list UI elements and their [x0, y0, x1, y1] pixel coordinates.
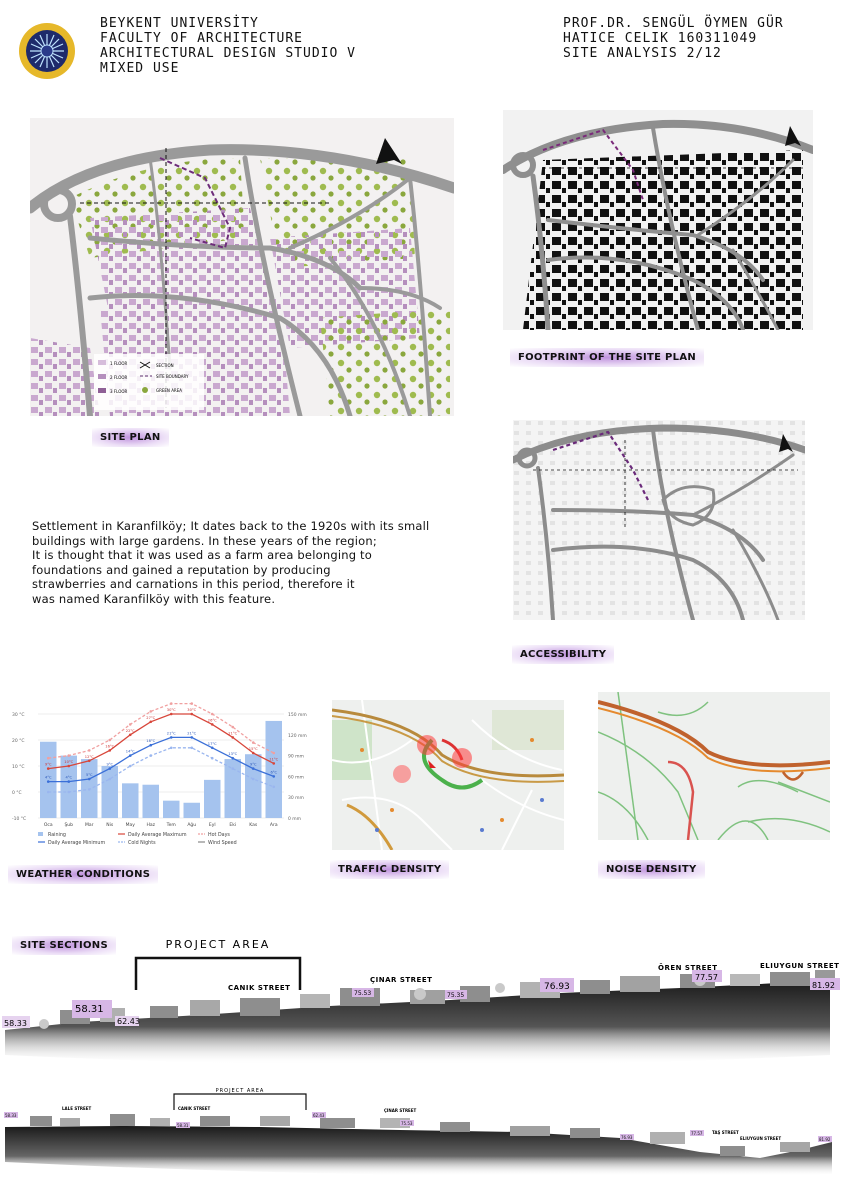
- elevation-label: 62.43: [117, 1017, 140, 1026]
- label-footprint: FOOTPRINT OF THE SITE PLAN: [510, 348, 704, 367]
- header-line-project: MIXED USE: [100, 61, 180, 76]
- section-large: [0, 930, 842, 1070]
- legend-section: SECTION: [156, 363, 174, 368]
- label-traffic: TRAFFIC DENSITY: [330, 860, 449, 879]
- legend-entry: Daily Average Maximum: [128, 833, 187, 838]
- max-temp-label: 27°C: [146, 715, 156, 720]
- header-line-faculty: FACULTY OF ARCHITECTURE: [100, 31, 304, 46]
- y-left-tick: -10 °C: [12, 817, 27, 822]
- min-temp-label: 13°C: [228, 752, 238, 757]
- header-left: [100, 16, 356, 76]
- min-temp-label: 6°C: [270, 770, 278, 775]
- noise-map: [598, 692, 830, 840]
- street-label: ÇINAR STREET: [370, 976, 433, 984]
- min-temp-label: 9°C: [106, 762, 114, 767]
- cold-nights-line-point: [67, 791, 70, 794]
- min-temp-label: 5°C: [85, 773, 93, 777]
- hot-days-line-point: [47, 757, 50, 760]
- x-tick: Mar: [85, 823, 94, 828]
- project-area-title-small: PROJECT AREA: [215, 1088, 265, 1094]
- accessibility-map: [513, 420, 805, 620]
- elevation-label: 76.93: [544, 982, 570, 992]
- legend-3-floor: 3 FLOOR: [110, 389, 128, 394]
- max-temp-label: 12°C: [84, 754, 94, 759]
- y-right-tick: 90 mm: [288, 754, 304, 760]
- cold-nights-line-point: [88, 788, 91, 791]
- elevation-label: 58.33: [4, 1019, 27, 1028]
- street-label: CANIK STREET: [228, 984, 291, 992]
- elevation-label: 75.35: [447, 992, 465, 999]
- y-right-tick: 60 mm: [288, 775, 304, 781]
- min-temp-label: 17°C: [207, 741, 217, 746]
- max-temp-label: 15°C: [248, 747, 258, 751]
- header-line-university: BEYKENT UNIVERSİTY: [100, 16, 259, 31]
- site-plan-map: [30, 118, 454, 416]
- max-temp-line-point: [88, 760, 91, 763]
- max-temp-line-point: [67, 765, 70, 768]
- header-right: [563, 16, 784, 61]
- legend-2-floor: 2 FLOOR: [110, 375, 128, 380]
- min-temp-line-point: [129, 754, 132, 757]
- label-site-plan: SITE PLAN: [92, 428, 169, 447]
- x-tick: Eyl: [208, 823, 216, 828]
- min-temp-line-point: [231, 757, 234, 760]
- min-temp-line-point: [170, 736, 173, 739]
- description-line: Settlement in Karanfilköy; It dates back to the 1920s with its small: [32, 519, 430, 533]
- max-temp-line-point: [252, 752, 255, 755]
- cold-nights-line-point: [211, 757, 214, 760]
- street-label: TAŞ STREET: [712, 1130, 739, 1135]
- max-temp-line-point: [231, 736, 234, 739]
- hot-days-line-point: [149, 710, 152, 713]
- max-temp-label: 30°C: [187, 708, 197, 712]
- cold-nights-line-point: [108, 778, 111, 781]
- street-label: ÖREN STREET: [658, 964, 718, 972]
- x-tick: Ara: [269, 823, 278, 828]
- cold-nights-line-point: [170, 747, 173, 750]
- elevation-label: 58.31: [177, 1123, 189, 1128]
- x-tick: Ağu: [187, 823, 197, 828]
- rain-bar: [204, 780, 221, 818]
- rain-bar: [40, 742, 57, 818]
- legend-entry: Hot Days: [208, 833, 230, 838]
- description-line: It is thought that it was used as a farm area belonging to: [32, 548, 373, 562]
- rain-bar: [122, 783, 139, 818]
- elevation-label: 77.57: [691, 1131, 703, 1136]
- y-left-tick: 0 °C: [12, 791, 22, 796]
- min-temp-line-point: [190, 736, 193, 739]
- elevation-label: 76.93: [621, 1135, 633, 1140]
- header-line-studio: ARCHITECTURAL DESIGN STUDIO V: [100, 46, 356, 61]
- x-tick: May: [125, 823, 135, 828]
- description-line: foundations and gained a reputation by producing: [32, 562, 331, 577]
- label-noise: NOISE DENSITY: [598, 860, 705, 879]
- cold-nights-line-point: [149, 754, 152, 757]
- hot-days-line: [48, 704, 274, 759]
- street-label: LALE STREET: [62, 1106, 92, 1111]
- max-temp-line-point: [170, 713, 173, 716]
- legend-entry: Raining: [48, 833, 66, 838]
- cold-nights-line-point: [47, 791, 50, 794]
- description-line: was named Karanfilköy with this feature.: [32, 591, 276, 606]
- x-tick: Eki: [229, 823, 237, 828]
- label-accessibility: ACCESSIBILITY: [512, 645, 614, 664]
- elevation-label: 58.31: [75, 1004, 104, 1015]
- hot-days-line-point: [108, 739, 111, 742]
- min-temp-line-point: [108, 767, 111, 770]
- weather-chart-svg: [8, 700, 312, 858]
- min-temp-label: 18°C: [146, 739, 156, 744]
- min-temp-line-point: [47, 780, 50, 783]
- max-temp-label: 30°C: [166, 708, 176, 712]
- y-left-tick: 30 °C: [12, 713, 25, 718]
- legend-1-floor: 1 FLOOR: [110, 361, 128, 366]
- hot-days-line-point: [252, 741, 255, 744]
- footprint-map: [503, 110, 813, 330]
- elevation-label: 75.53: [354, 990, 372, 997]
- x-tick: Kas: [249, 823, 258, 828]
- rain-bar: [184, 803, 201, 818]
- max-temp-label: 16°C: [105, 744, 115, 749]
- cold-nights-line-point: [190, 747, 193, 750]
- y-right-tick: 0 mm: [288, 817, 302, 822]
- elevation-label: 62.43: [313, 1113, 325, 1118]
- legend-entry: Cold Nights: [128, 841, 156, 846]
- description-text: [32, 519, 502, 606]
- hot-days-line-point: [88, 749, 91, 752]
- min-temp-line-point: [67, 780, 70, 783]
- hot-days-line-point: [272, 752, 275, 755]
- max-temp-line-point: [190, 713, 193, 716]
- min-temp-label: 21°C: [187, 731, 197, 736]
- header-line-sheet: SITE ANALYSIS 2/12: [563, 46, 722, 61]
- hot-days-line-point: [67, 754, 70, 757]
- x-tick: Oca: [43, 823, 53, 828]
- elevation-label: 75.53: [401, 1121, 413, 1126]
- x-tick: Tem: [166, 823, 176, 828]
- min-temp-label: 9°C: [249, 762, 257, 767]
- y-right-tick: 120 mm: [288, 733, 307, 739]
- traffic-map: [332, 700, 564, 850]
- hot-days-line-point: [231, 726, 234, 729]
- street-label: ELIUYGUN STREET: [740, 1136, 782, 1141]
- legend-entry: Wind Speed: [208, 841, 237, 846]
- description-line: buildings with large gardens. In these years of the region;: [32, 533, 377, 548]
- section-small: [0, 1082, 842, 1182]
- max-temp-label: 26°C: [207, 718, 217, 723]
- street-label: CANIK STREET: [178, 1106, 211, 1111]
- rain-bar: [102, 766, 119, 818]
- max-temp-label: 22°C: [125, 728, 135, 733]
- hot-days-line-point: [170, 702, 173, 705]
- max-temp-label: 21°C: [228, 731, 238, 736]
- x-tick: Nis: [106, 823, 114, 828]
- max-temp-line-point: [108, 749, 111, 752]
- legend-entry: Daily Average Minimum: [48, 841, 106, 846]
- cold-nights-line-point: [272, 786, 275, 789]
- weather-chart: [8, 700, 312, 858]
- min-temp-line-point: [252, 767, 255, 770]
- max-temp-line-point: [149, 721, 152, 724]
- label-weather: WEATHER CONDITIONS: [8, 865, 158, 884]
- legend-swatch: [38, 832, 43, 836]
- y-right-tick: 150 mm: [288, 713, 307, 718]
- max-temp-label: 10°C: [64, 760, 74, 764]
- hot-days-line-point: [129, 723, 132, 726]
- min-temp-line-point: [211, 747, 214, 750]
- y-left-tick: 10 °C: [12, 765, 25, 770]
- header-line-professor: PROF.DR. SENGÜL ÖYMEN GÜR: [563, 16, 784, 31]
- max-temp-line-point: [47, 767, 50, 770]
- min-temp-label: 14°C: [125, 749, 135, 754]
- min-temp-line-point: [88, 778, 91, 781]
- university-logo: [18, 22, 76, 80]
- max-temp-line-point: [211, 723, 214, 726]
- max-temp-label: 9°C: [44, 762, 52, 767]
- min-temp-label: 4°C: [44, 775, 52, 780]
- min-temp-label: 4°C: [65, 775, 73, 780]
- max-temp-line-point: [129, 734, 132, 737]
- min-temp-label: 21°C: [166, 731, 176, 736]
- y-left-tick: 20 °C: [12, 739, 25, 744]
- rain-bar: [143, 785, 160, 818]
- street-label: ÇINAR STREET: [384, 1108, 417, 1113]
- x-tick: Şub: [64, 823, 74, 828]
- elevation-label: 81.92: [819, 1137, 831, 1142]
- header-line-student: HATICE CELIK 160311049: [563, 31, 758, 46]
- cold-nights-line-point: [129, 765, 132, 768]
- rain-bar: [163, 801, 180, 818]
- hot-days-line-point: [190, 702, 193, 705]
- project-area-title: PROJECT AREA: [165, 938, 271, 951]
- legend-green-area: GREEN AREA: [156, 388, 182, 393]
- max-temp-label: 11°C: [269, 757, 279, 762]
- cold-nights-line-point: [231, 767, 234, 770]
- legend-site-boundary: SITE BOUNDARY: [156, 374, 189, 379]
- description-line: strawberries and carnations in this period, therefore it: [32, 577, 355, 591]
- label-site-sections: SITE SECTIONS: [12, 936, 116, 955]
- min-temp-line-point: [272, 775, 275, 778]
- elevation-label: 58.33: [5, 1113, 17, 1118]
- elevation-label: 77.57: [695, 973, 718, 982]
- max-temp-line-point: [272, 762, 275, 765]
- elevation-label: 81.92: [812, 981, 835, 990]
- street-label: ELIUYGUN STREET: [760, 962, 840, 970]
- min-temp-line-point: [149, 744, 152, 747]
- y-right-tick: 30 mm: [288, 796, 304, 802]
- cold-nights-line-point: [252, 778, 255, 781]
- x-tick: Haz: [146, 823, 156, 828]
- hot-days-line-point: [211, 713, 214, 716]
